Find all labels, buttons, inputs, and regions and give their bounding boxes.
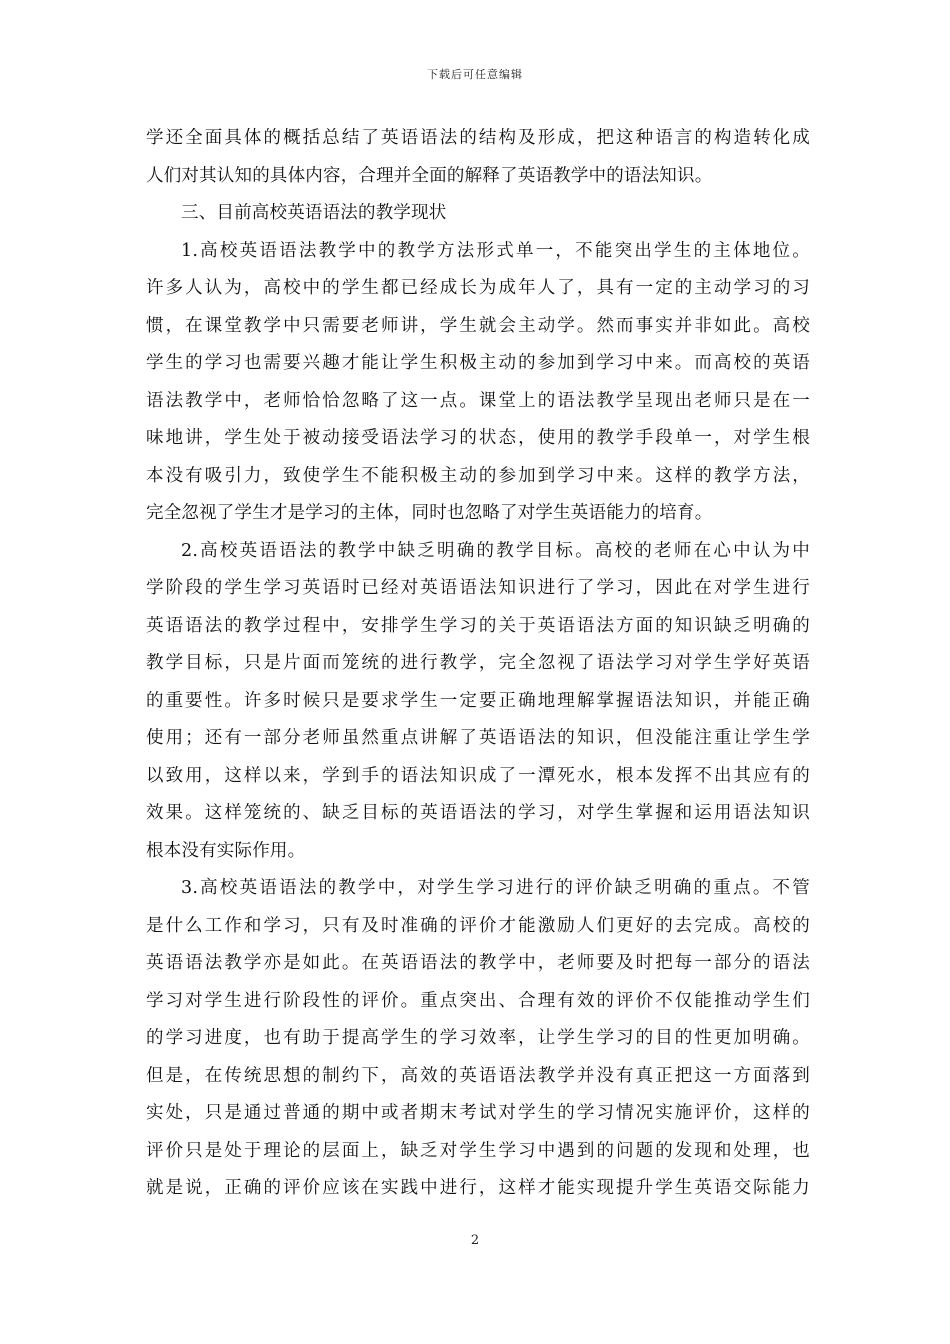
text-line: 人们对其认知的具体内容，合理并全面的解释了英语教学中的语法知识。 — [146, 165, 713, 186]
text-line: 2.高校英语语法的教学中缺乏明确的教学目标。高校的老师在心中认为中 — [181, 540, 810, 561]
text-line: 以致用，这样以来，学到手的语法知识成了一潭死水，根本发挥不出其应有的 — [146, 765, 810, 786]
text-line: 英语语法教学亦是如此。在英语语法的教学中，老师要及时把每一部分的语法 — [146, 953, 810, 973]
section-heading: 三、目前高校英语语法的教学现状 — [181, 203, 447, 223]
text-line: 根本没有实际作用。 — [146, 840, 306, 861]
text-line: 就是说，正确的评价应该在实践中进行，这样才能实现提升学生英语交际能力 — [146, 1178, 810, 1198]
text-line: 学还全面具体的概括总结了英语语法的结构及形成，把这种语言的构造转化成 — [146, 128, 810, 148]
text-line: 实处，只是通过普通的期中或者期末考试对学生的学习情况实施评价，这样的 — [146, 1103, 810, 1123]
text-line: 完全忽视了学生才是学习的主体，同时也忽略了对学生英语能力的培育。 — [146, 503, 713, 523]
text-line: 效果。这样笼统的、缺乏目标的英语语法的学习，对学生掌握和运用语法知识 — [146, 803, 810, 823]
text-line: 学阶段的学生学习英语时已经对英语语法知识进行了学习，因此在对学生进行 — [146, 578, 810, 598]
text-line: 学习对学生进行阶段性的评价。重点突出、合理有效的评价不仅能推动学生们 — [146, 990, 810, 1011]
text-line: 惯，在课堂教学中只需要老师讲，学生就会主动学。然而事实并非如此。高校 — [146, 315, 810, 336]
text-line: 但是，在传统思想的制约下，高效的英语语法教学并没有真正把这一方面落到 — [146, 1065, 810, 1086]
text-line: 语法教学中，老师恰恰忽略了这一点。课堂上的语法教学呈现出老师只是在一 — [146, 390, 810, 411]
text-line: 学生的学习也需要兴趣才能让学生积极主动的参加到学习中来。而高校的英语 — [146, 353, 810, 373]
text-line: 1.高校英语语法教学中的教学方法形式单一，不能突出学生的主体地位。 — [181, 240, 810, 261]
text-line: 的重要性。许多时候只是要求学生一定要正确地理解掌握语法知识，并能正确 — [146, 690, 810, 711]
text-line: 许多人认为，高校中的学生都已经成长为成年人了，具有一定的主动学习的习 — [146, 278, 810, 298]
text-line: 评价只是处于理论的层面上，缺乏对学生学习中遇到的问题的发现和处理，也 — [146, 1140, 810, 1161]
text-line: 是什么工作和学习，只有及时准确的评价才能激励人们更好的去完成。高校的 — [146, 915, 810, 936]
text-line: 味地讲，学生处于被动接受语法学习的状态，使用的教学手段单一，对学生根 — [146, 428, 810, 448]
page-header: 下载后可任意编辑 — [427, 68, 523, 81]
text-line: 3.高校英语语法的教学中，对学生学习进行的评价缺乏明确的重点。不管 — [181, 878, 810, 898]
body-text — [146, 120, 810, 1208]
text-line: 的学习进度，也有助于提高学生的学习效率，让学生学习的目的性更加明确。 — [146, 1028, 810, 1048]
page-number: 2 — [470, 1233, 480, 1248]
text-line: 教学目标，只是片面而笼统的进行教学，完全忽视了语法学习对学生学好英语 — [146, 653, 810, 673]
text-line: 本没有吸引力，致使学生不能积极主动的参加到学习中来。这样的教学方法， — [146, 465, 810, 486]
text-line: 英语语法的教学过程中，安排学生学习的关于英语语法方面的知识缺乏明确的 — [146, 615, 810, 636]
text-line: 使用；还有一部分老师虽然重点讲解了英语语法的知识，但没能注重让学生学 — [146, 728, 810, 748]
